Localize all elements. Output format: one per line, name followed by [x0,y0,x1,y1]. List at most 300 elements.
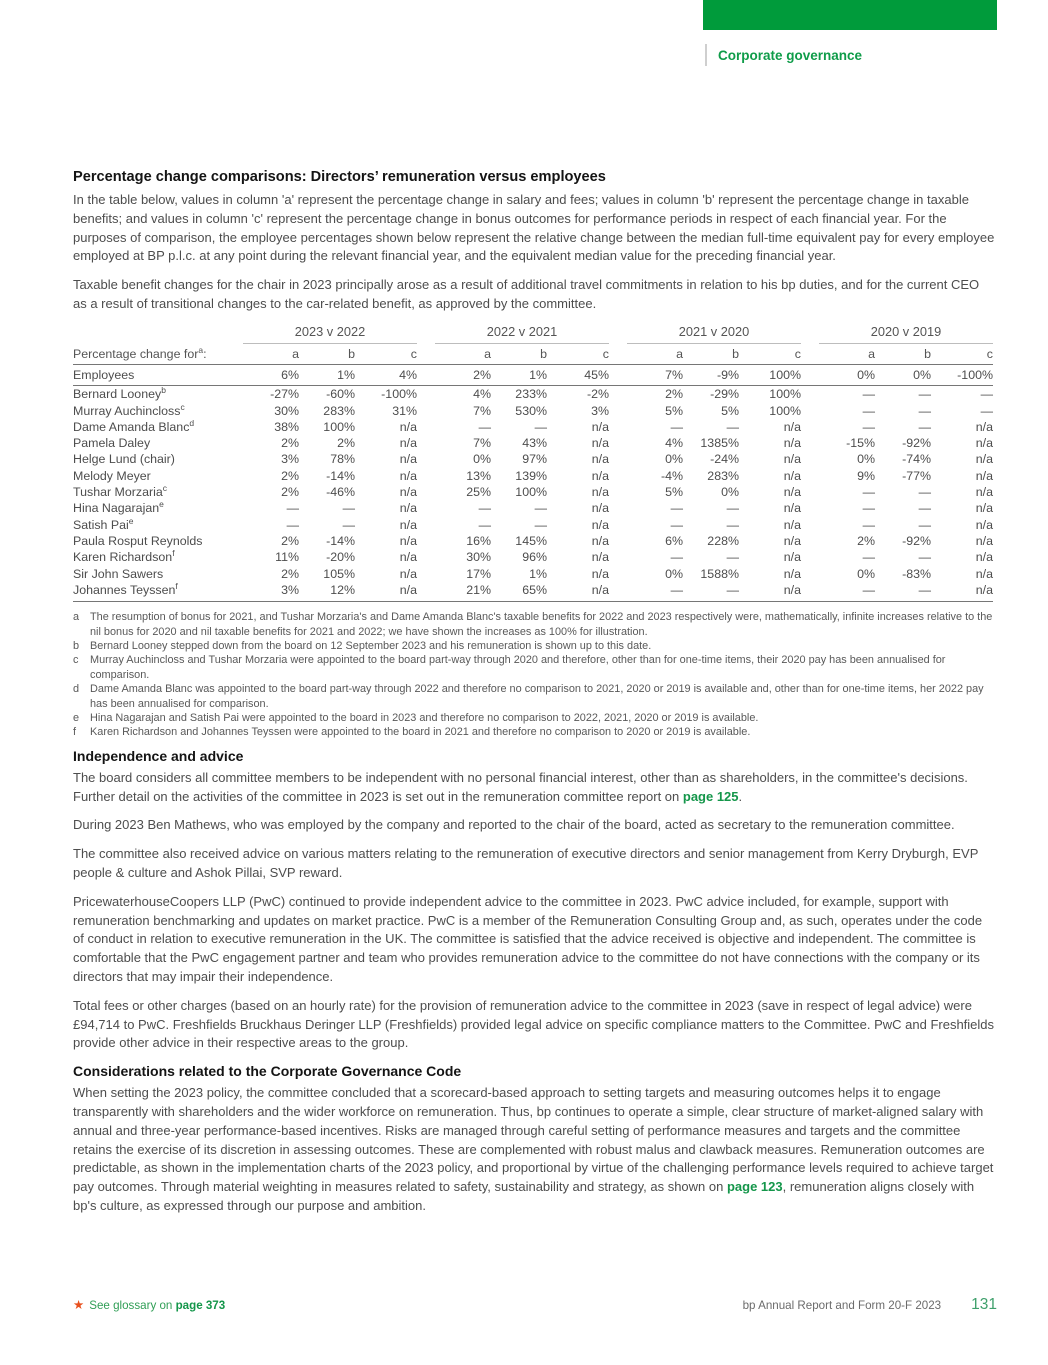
table-cell: n/a [931,582,993,602]
table-cell: n/a [591,485,609,500]
table-row-name: Hina Nagarajan$^e$ [73,499,164,516]
footnote-text: Bernard Looney stepped down from the board on 12 September 2023 and his remuneration is shown up to this date. [90,639,652,652]
table-cell: — [478,419,491,434]
table-cell: 2% [665,387,683,402]
table-cell: — [342,501,355,516]
glossary-text: See glossary on [89,1299,176,1312]
table-group-gap [417,500,435,516]
table-cell: n/a [783,517,801,532]
table-cell: n/a [975,468,993,483]
table-cell: 100% [323,419,355,434]
footnotes-list [73,610,995,740]
independence-paragraph-2: During 2023 Ben Mathews, who was employed by the company and reported to the chair of the board, acted as secretary to the remuneration committee. [73,817,955,833]
table-cell: -14% [326,533,355,548]
table-cell: n/a [399,550,417,565]
table-cell: n/a [591,566,609,581]
table-cell: — [862,387,875,402]
footnote-item [73,610,995,639]
glossary-note [73,1297,225,1312]
table-cell: — [726,419,739,434]
table-cell: n/a [975,533,993,548]
table-cell: 283% [323,403,355,418]
table-cell: 0% [665,566,683,581]
table-row-name: Sir John Sawers [73,566,164,581]
table-cell: n/a [591,550,609,565]
taxable-benefit-paragraph: Taxable benefit changes for the chair in 2023 principally arose as a result of additional travel commitments in relation to his bp duties, and for the current CEO as a result of transitional changes to the car-related benefit, as approved by the committee. [73,277,980,311]
table-cell: — [726,517,739,532]
page-footer [73,1296,997,1314]
table-group-gap [609,582,627,602]
footnote-item [73,639,995,653]
independence-p1-after: . [738,788,743,804]
footnote-item [73,682,995,711]
table-cell: -74% [902,452,931,467]
table-cell: 0% [819,365,875,386]
table-cell: -24% [710,452,739,467]
footnote-text: The resumption of bonus for 2021, and Tushar Morzaria's and Dame Amanda Blanc's taxable benefits for 2022 and 2023 respectively were, mathematically, infinite increases relative to the nil bonus for 2020 and nil taxable benefits for 2021 and 2022; we have shown the increases as 100% for illustration. [90,611,993,638]
page-123-link[interactable]: page 123 [726,1179,783,1195]
table-cell: n/a [975,436,993,451]
table-cell: -92% [902,533,931,548]
table-cell: 12% [299,582,355,602]
table-cell: -27% [270,387,299,402]
table-cell: 100% [515,485,547,500]
table-cell: — [670,517,683,532]
table-group-gap [417,533,435,549]
table-cell: 145% [515,533,547,548]
table-cell: -9% [683,365,739,386]
table-group-gap [801,365,819,386]
star-icon: ★ [73,1298,85,1312]
table-cell: 139% [515,468,547,483]
table-group-gap [417,484,435,500]
table-cell: 25% [466,485,491,500]
table-cell: 43% [522,436,547,451]
table-cell: n/a [399,436,417,451]
footnote-text: Murray Auchincloss and Tushar Morzaria were appointed to the board part-way through 2020 and therefore, other than for one-time items, their 2020 pay has been annualised for comparison. [90,654,946,681]
table-group-gap [801,566,819,582]
table-cell: 5% [721,403,739,418]
percentage-change-table [73,324,993,602]
table-column-letter: b [299,344,355,365]
table-cell: n/a [591,452,609,467]
table-cell: n/a [783,436,801,451]
table-cell: — [862,550,875,565]
footnote-letter: d [73,683,80,696]
table-cell: 4% [355,365,417,386]
table-cell: — [918,403,931,418]
table-group-gap [609,566,627,582]
table-group-gap [609,403,627,419]
table-cell: n/a [783,468,801,483]
table-row [73,403,993,419]
table-cell: n/a [783,550,801,565]
table-group-gap [417,468,435,484]
table-row-name: Melody Meyer [73,468,151,483]
table-cell: -100% [931,365,993,386]
table-cell: n/a [399,533,417,548]
table-group-gap [801,403,819,419]
table-column-letter: a [243,344,299,365]
table-row-name: Karen Richardson$^f$ [73,548,175,565]
table-group-gap [609,324,627,344]
table-cell: — [918,550,931,565]
table-group-gap [609,344,627,365]
table-cell: 4% [473,387,491,402]
table-cell: — [534,419,547,434]
table-corner-cell [73,324,243,344]
section-label [705,44,862,66]
independence-p1-text: The board considers all committee members to be independent with no personal financial interest, other than as shareholders, in the committee's decisions. Further detail on the activities of the committee in 2023 is set out in the remuneration committee report on [73,769,968,804]
table-cell: n/a [783,501,801,516]
table-group-gap [417,435,435,451]
table-group-gap [417,582,435,602]
table-column-letter: c [931,344,993,365]
table-column-letter: a [819,344,875,365]
footnote-letter: c [73,654,79,667]
table-group-gap [417,365,435,386]
table-row-name: Johannes Teyssen$^f$ [73,582,243,602]
table-group-gap [801,582,819,602]
table-row [73,566,993,582]
page-373-link[interactable]: page 373 [175,1299,226,1312]
table-group-gap [609,451,627,467]
table-cell: 0% [857,452,875,467]
table-cell: n/a [591,419,609,434]
table-group-gap [417,386,435,403]
table-cell: — [918,387,931,402]
table-cell: — [918,501,931,516]
footnote-text: Dame Amanda Blanc was appointed to the board part-way through 2022 and therefore no comparison to 2021, 2020 or 2019 is available and, other than for one-time items, her 2022 pay has been annualised for comparison. [90,683,984,710]
table-row [73,517,993,533]
table-group-gap [417,344,435,365]
section-label-text: Corporate governance [718,47,863,63]
table-cell: 2% [281,436,299,451]
table-cell: — [726,550,739,565]
table-column-letter: b [875,344,931,365]
table-cell: n/a [975,501,993,516]
table-cell: — [980,403,993,418]
table-group-gap [801,344,819,365]
table-cell: 38% [274,419,299,434]
table-group-header-row [73,324,993,344]
table-cell: n/a [591,468,609,483]
table-cell: 97% [522,452,547,467]
table-cell: 65% [491,582,547,602]
table-group-gap [609,533,627,549]
table-cell: n/a [399,419,417,434]
considerations-text: When setting the 2023 policy, the committee concluded that a scorecard-based approach to setting targets and measuring outcomes helps it to engage transparently with shareholders and the wider workforce on remuneration. Thus, bp continues to operate a simple, clear structure of market-aligned salary with annual and three-year performance-based incentives. Risks are managed through careful setting of performance measures and targets and the committee retains the exercise of its discretion in assessing outcomes. These are complemented with robust malus and clawback measures. Remuneration outcomes are predictable, as shown in the implementation charts of the 2023 policy, and proportional by virtue of the challenging performance levels required to achieve target pay outcomes. Through material weighting in measures related to safety, sustainability and strategy, as shown on [73,1085,994,1195]
table-row [73,484,993,500]
table-cell: -29% [710,387,739,402]
table-cell: n/a [975,566,993,581]
table-cell: — [478,501,491,516]
table-row [73,451,993,467]
independence-heading: Independence and advice [73,747,244,764]
table-cell: 5% [665,485,683,500]
content-column [73,168,995,1226]
considerations-heading: Considerations related to the Corporate Governance Code [73,1063,462,1080]
table-cell: 0% [875,365,931,386]
table-cell: 3% [591,403,609,418]
independence-paragraph-4: PricewaterhouseCoopers LLP (PwC) continued to provide independent advice to the committee in 2023. PwC advice included, for example, support with remuneration benchmarking and updates on market practice. PwC is a member of the Remuneration Consulting Group and, as such, operates under the code of conduct in relation to executive remuneration in the UK. The committee is satisfied that the advice received is objective and independent. The committee is comfortable that the PwC engagement partner and team who provides remuneration advice to the committee do not have connections with the company or its directors that may impair their independence. [73,893,983,984]
footnote-letter: a [73,611,80,624]
table-cell: n/a [399,501,417,516]
table-cell: 13% [466,468,491,483]
table-cell: 2% [857,533,875,548]
table-group-gap [417,566,435,582]
table-group-gap [801,468,819,484]
table-cell: — [819,582,875,602]
table-row-name: Pamela Daley [73,436,151,451]
table-cell: 30% [274,403,299,418]
table-cell: 2% [281,533,299,548]
table-group-gap [801,435,819,451]
table-group-gap [609,365,627,386]
table-cell: — [534,501,547,516]
table-column-letter: a [627,344,683,365]
table-cell: n/a [399,566,417,581]
table-cell: 30% [466,550,491,565]
table-group-gap [609,435,627,451]
table-cell: 17% [466,566,491,581]
table-cell: 1588% [700,566,739,581]
table-row-name: Employees [73,365,243,386]
table-column-letter: b [491,344,547,365]
table-cell: 0% [857,566,875,581]
table-row [73,549,993,565]
table-cell: 2% [281,468,299,483]
table-cell: -2% [586,387,609,402]
table-cell: 1% [529,566,547,581]
table-cell: 7% [627,365,683,386]
table-group-gap [801,517,819,533]
table-cell: — [726,501,739,516]
table-cell: 31% [392,403,417,418]
table-group-gap [801,500,819,516]
table-group-gap [801,484,819,500]
table-cell: 78% [330,452,355,467]
table-row [73,435,993,451]
table-cell: -77% [902,468,931,483]
table-cell: -100% [381,387,417,402]
table-cell: n/a [399,517,417,532]
independence-paragraph-3: The committee also received advice on various matters relating to the remuneration of executive directors and senior management from Kerry Dryburgh, EVP people & culture and Ashok Pillai, SVP reward. [73,846,979,880]
header-green-bar [703,0,997,30]
table-cell: n/a [975,452,993,467]
table-cell: 0% [665,452,683,467]
table-cell: 2% [435,365,491,386]
table-cell: -20% [326,550,355,565]
table-row [73,419,993,435]
table-row-name: Paula Rosput Reynolds [73,533,203,548]
table-row [73,533,993,549]
table-cell: -60% [326,387,355,402]
table-cell: -83% [902,566,931,581]
table-cell: -14% [326,468,355,483]
table-cell: 2% [281,485,299,500]
table-cell: — [286,501,299,516]
table-row-name: Helge Lund (chair) [73,452,175,467]
table-group-gap [609,386,627,403]
table-group-gap [417,403,435,419]
table-group-gap [801,324,819,344]
table-cell: 1385% [700,436,739,451]
section-label-rule [705,44,707,66]
table-cell: n/a [783,485,801,500]
table-cell: — [980,387,993,402]
table-cell: 100% [739,365,801,386]
table-cell: 100% [769,403,801,418]
table-cell: 100% [769,387,801,402]
table-cell: — [683,582,739,602]
table-cell: 6% [665,533,683,548]
table-intro-paragraph: In the table below, values in column 'a' represent the percentage change in salary and fees; values in column 'b' represent the percentage change in taxable benefits; and values in column 'c' represent the percentage change in bonus outcomes for performance periods in respect of each financial year. For the purposes of comparison, the employee percentages shown below represent the relative change between the median full-time equivalent pay for every employee employed at BP p.l.c. at any point during the relevant financial year, and the equivalent median value for the preceding financial year. [73,192,995,264]
table-cell: 3% [281,452,299,467]
table-row [73,468,993,484]
table-cell: 283% [707,468,739,483]
table-cell: — [342,517,355,532]
table-row-name: Murray Auchincloss$^c$ [73,401,185,418]
table-cell: 9% [857,468,875,483]
footnote-letter: e [73,711,80,724]
table-group-gap [801,451,819,467]
table-cell: n/a [975,550,993,565]
table-cell: 530% [515,403,547,418]
footnote-text: Karen Richardson and Johannes Teyssen were appointed to the board in 2021 and therefore no comparison to 2020 or 2019 is available. [90,726,751,739]
table-cell: -4% [660,468,683,483]
table-cell: 16% [466,533,491,548]
table-cell: n/a [783,452,801,467]
table-cell: 105% [323,566,355,581]
table-cell: 45% [547,365,609,386]
table-cell: — [286,517,299,532]
table-cell: 7% [473,403,491,418]
table-column-letter: c [355,344,417,365]
table-cell: 4% [665,436,683,451]
table-group-gap [609,484,627,500]
table-cell: — [862,501,875,516]
table-cell: 2% [337,436,355,451]
table-row [73,582,993,602]
table-cell: — [918,419,931,434]
table-cell: n/a [399,485,417,500]
table-cell: n/a [975,517,993,532]
table-column-letter: a [435,344,491,365]
table-cell: n/a [783,533,801,548]
table-cell: — [875,582,931,602]
table-cell: 5% [665,403,683,418]
table-group-header: 2020 v 2019 [819,324,993,344]
page-125-link[interactable]: page 125 [682,788,739,804]
table-group-gap [801,386,819,403]
table-cell: n/a [355,582,417,602]
table-group-gap [417,451,435,467]
table-cell: n/a [783,419,801,434]
report-title: bp Annual Report and Form 20-F 2023 [742,1299,942,1312]
table-group-gap [609,549,627,565]
table-row-label-header: Percentage change for$^a$: [73,344,243,365]
table-cell: 233% [515,387,547,402]
footnote-text: Hina Nagarajan and Satish Pai were appointed to the board in 2023 and therefore no comparison to 2022, 2021, 2020 or 2019 is available. [90,711,759,724]
table-cell: 1% [491,365,547,386]
table-cell: — [478,517,491,532]
table-group-gap [609,468,627,484]
table-group-header: 2022 v 2021 [435,324,609,344]
table-cell: 21% [435,582,491,602]
footnote-item [73,725,995,739]
table-cell: 0% [473,452,491,467]
table-cell: n/a [975,419,993,434]
table-cell: — [862,419,875,434]
table-cell: n/a [399,452,417,467]
table-group-gap [417,419,435,435]
table-cell: 0% [721,485,739,500]
table-cell: n/a [783,566,801,581]
table-cell: 7% [473,436,491,451]
table-cell: n/a [547,582,609,602]
table-group-gap [609,517,627,533]
table-group-gap [417,324,435,344]
table-cell: n/a [399,468,417,483]
table-cell: n/a [591,501,609,516]
independence-paragraph-5: Total fees or other charges (based on an hourly rate) for the provision of remuneration advice to the committee in 2023 (save in respect of legal advice) were £94,714 to PwC. Freshfields Bruckhaus Deringer LLP (Freshfields) provided legal advice on specific compliance matters to the Committee. PwC and Freshfields provide other advice in their respective areas to the group. [73,997,995,1051]
table-cell: — [918,517,931,532]
table-cell: 3% [243,582,299,602]
table-group-header: 2021 v 2020 [627,324,801,344]
table-cell: n/a [591,517,609,532]
table-column-header-row [73,344,993,365]
table-cell: 11% [275,550,299,565]
table-group-gap [801,419,819,435]
table-cell: n/a [739,582,801,602]
table-cell: 96% [522,550,547,565]
footnote-letter: b [73,639,80,652]
table-employees-row [73,365,993,386]
table-column-letter: b [683,344,739,365]
table-cell: 2% [281,566,299,581]
table-row-name: Dame Amanda Blanc$^d$ [73,417,195,434]
table-group-gap [417,517,435,533]
footer-right [743,1296,997,1314]
table-group-header: 2023 v 2022 [243,324,417,344]
table-row-name: Bernard Looney$^b$ [73,385,166,402]
table-cell: -46% [326,485,355,500]
footnote-letter: f [73,726,77,739]
table-cell: — [670,550,683,565]
table-cell: n/a [591,436,609,451]
footnote-item [73,711,995,725]
table-cell: n/a [975,485,993,500]
table-cell: — [862,403,875,418]
table-cell: 228% [707,533,739,548]
table-row-name: Tushar Morzaria$^c$ [73,482,167,500]
page-number: 131 [971,1296,997,1313]
table-cell: — [534,517,547,532]
table-group-gap [609,419,627,435]
table-cell: — [862,517,875,532]
table-cell: -92% [902,436,931,451]
table-cell: — [862,485,875,500]
footnote-item [73,653,995,682]
table-row [73,386,993,403]
table-group-gap [417,549,435,565]
table-cell: — [627,582,683,602]
table-section-title: Percentage change comparisons: Directors’ remuneration versus employees [73,169,606,185]
table-cell: — [670,501,683,516]
table-group-gap [609,500,627,516]
table-group-gap [801,533,819,549]
